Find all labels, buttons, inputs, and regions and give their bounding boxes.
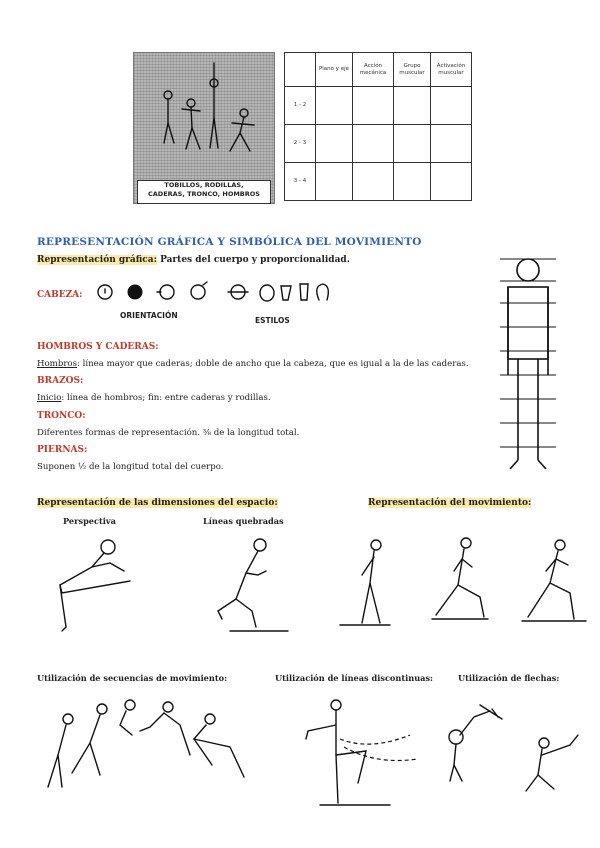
- top-figure-caption: [137, 180, 271, 204]
- arrows-figure: [449, 705, 578, 791]
- flechas-caption: Utilización de flechas:: [458, 673, 560, 683]
- hombros-line: [37, 359, 469, 369]
- orientacion-label: ORIENTACIÓN: [120, 311, 178, 320]
- table-row: [285, 125, 472, 163]
- tronco-heading: TRONCO:: [37, 411, 86, 421]
- perspective-figure: [60, 540, 130, 631]
- lineas-quebradas-label: Líneas quebradas: [203, 516, 284, 526]
- bottom-figures-illustration: [40, 695, 600, 815]
- hombros-heading: HOMBROS Y CADERAS:: [37, 342, 159, 352]
- row-label: 1 - 2: [285, 87, 316, 125]
- table-header-accion: Acción mecánica: [353, 53, 394, 87]
- movement-figures-illustration: [40, 535, 600, 635]
- brazos-text: : línea de hombros; fin: entre caderas y rodillas.: [61, 393, 271, 403]
- perspectiva-label: Perspectiva: [63, 516, 116, 526]
- rep-grafica-text: Partes del cuerpo y proporcionalidad.: [160, 255, 350, 265]
- stick-figures-illustration: [134, 53, 274, 183]
- proportion-figure-illustration: [490, 255, 570, 475]
- table-row: [285, 163, 472, 201]
- estilos-label: ESTILOS: [255, 316, 290, 325]
- cabeza-label: CABEZA:: [37, 290, 83, 300]
- caption-line-2: CADERAS, TRONCO, HOMBROS: [148, 190, 260, 198]
- rep-grafica-line: [37, 255, 350, 265]
- rep-grafica-label: Representación gráfica:: [37, 255, 157, 265]
- hombros-term: Hombros: [37, 359, 78, 369]
- tronco-text: Diferentes formas de representación. ⅜ de la longitud total.: [37, 428, 300, 438]
- dimensiones-label: Representación de las dimensiones del espacio:: [37, 498, 278, 508]
- brazos-term: Inicio: [37, 393, 62, 403]
- movimiento-label: Representación del movimiento:: [368, 498, 532, 508]
- brazos-heading: BRAZOS:: [37, 376, 84, 386]
- hombros-text: : línea mayor que caderas; doble de ancho que la cabeza, que es igual a la de las caderas.: [77, 359, 469, 369]
- table-header-activacion: Activación muscular: [431, 53, 472, 87]
- analysis-table: [284, 52, 472, 201]
- broken-lines-figure: [218, 539, 288, 631]
- discontinuas-caption: Utilización de líneas discontinuas:: [275, 673, 434, 683]
- walking-figure: [340, 540, 390, 625]
- piernas-heading: PIERNAS:: [37, 445, 88, 455]
- table-row: [285, 87, 472, 125]
- dashed-lines-figure: [306, 700, 418, 805]
- table-header-empty: [285, 53, 316, 87]
- dimensiones-heading: [37, 498, 278, 508]
- row-label: 3 - 4: [285, 163, 316, 201]
- caption-line-1: TOBILLOS, RODILLAS,: [164, 181, 244, 189]
- section-title: REPRESENTACIÓN GRÁFICA Y SIMBÓLICA DEL MOVIMIENTO: [37, 236, 422, 248]
- table-header-plano: Plano y eje: [316, 53, 353, 87]
- secuencias-caption: Utilización de secuencias de movimiento:: [37, 673, 228, 683]
- row-label: 2 - 3: [285, 125, 316, 163]
- sprinting-figure: [522, 540, 586, 621]
- sequence-figures: [48, 700, 244, 787]
- table-header-grupo: Grupo muscular: [394, 53, 431, 87]
- piernas-text: Suponen ½ de la longitud total del cuerpo.: [37, 462, 224, 472]
- movimiento-heading: [368, 498, 531, 508]
- brazos-line: [37, 393, 271, 403]
- running-figure: [432, 538, 488, 619]
- head-symbols-illustration: [95, 278, 365, 308]
